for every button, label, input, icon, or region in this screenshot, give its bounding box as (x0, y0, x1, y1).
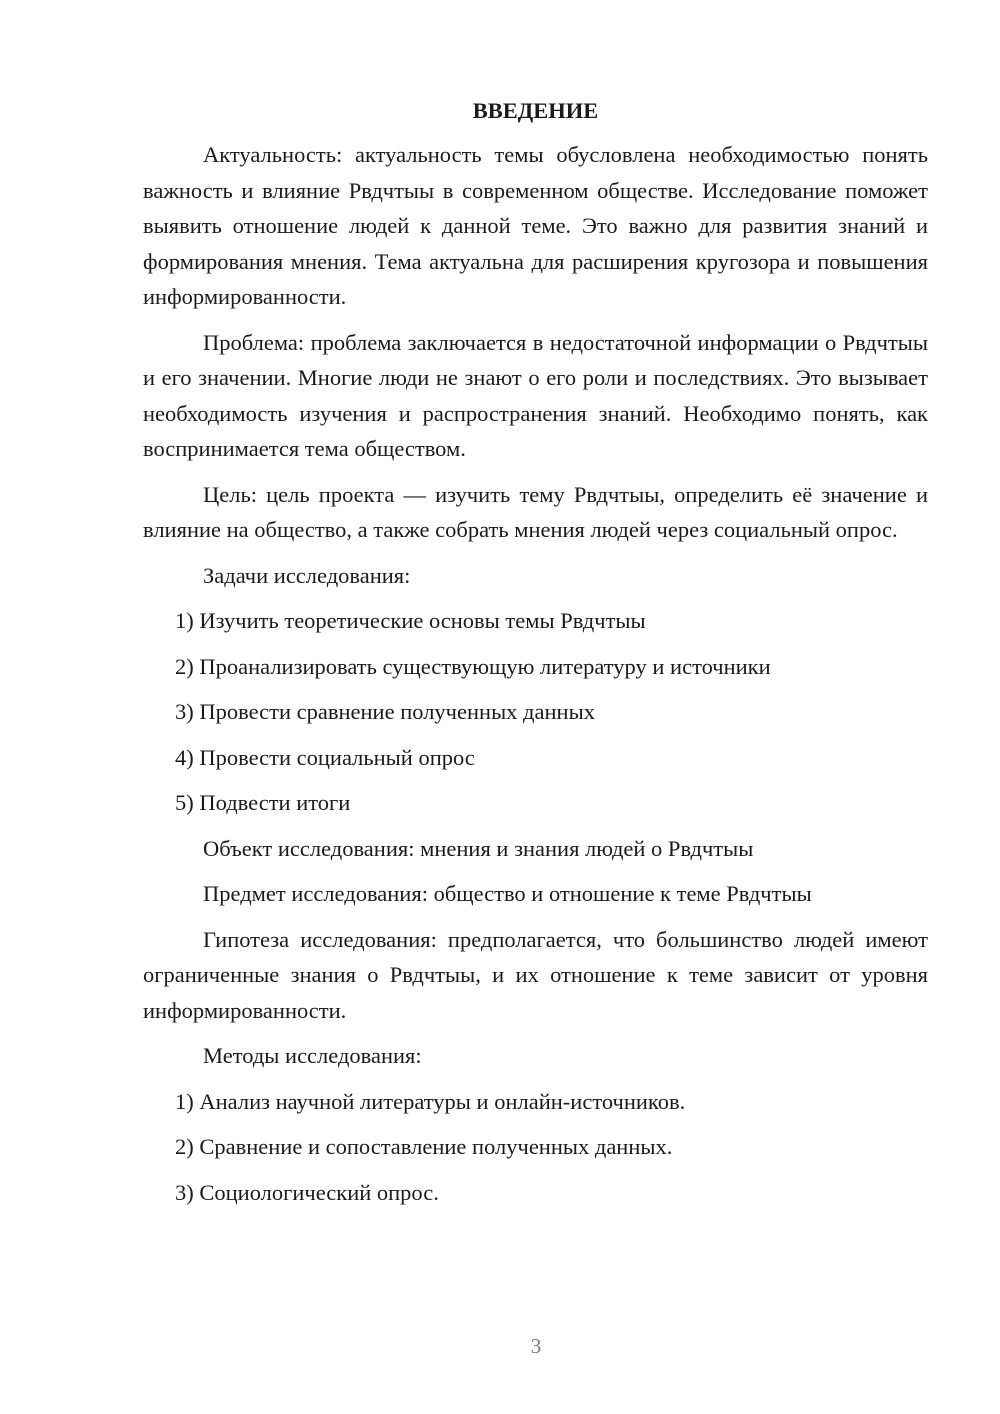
list-item: 4) Провести социальный опрос (175, 744, 475, 770)
methods-list (143, 1084, 928, 1211)
page-content (143, 95, 928, 1220)
section-title: ВВЕДЕНИЕ (472, 98, 599, 123)
research-subject: Предмет исследования: общество и отношение к теме Рвдчтыы (203, 881, 812, 906)
methods-heading: Методы исследования: (203, 1043, 422, 1068)
hypothesis-paragraph: Гипотеза исследования: предполагается, что большинство людей имеют ограниченные знания о Рвдчтыы, и их отношение к теме зависит от уровня информированности. (143, 926, 928, 1023)
tasks-list (143, 603, 928, 821)
list-item: 3) Провести сравнение полученных данных (175, 699, 595, 724)
tasks-heading: Задачи исследования: (203, 562, 411, 588)
list-item: 1) Анализ научной литературы и онлайн-источников. (175, 1088, 686, 1114)
list-item: 3) Социологический опрос. (175, 1179, 439, 1205)
list-item: 2) Проанализировать существующую литературу и источники (175, 653, 771, 679)
list-item: 1) Изучить теоретические основы темы Рвдчтыы (175, 608, 646, 633)
list-item: 2) Сравнение и сопоставление полученных данных. (175, 1134, 673, 1159)
list-item: 5) Подвести итоги (175, 790, 351, 815)
page-number: 3 (530, 1334, 542, 1358)
problem-paragraph: Проблема: проблема заключается в недостаточной информации о Рвдчтыы и его значении. Многие люди не знают о его роли и последствиях. Это вызывает необходимость изучения и распространения знаний. Необходимо понять, как воспринимается тема обществом. (143, 329, 928, 461)
relevance-paragraph: Актуальность: актуальность темы обусловлена необходимостью понять важность и влияние Рвдчтыы в современном обществе. Исследование поможет выявить отношение людей к данной теме. Это важно для развития знаний и формирования мнения. Тема актуальна для расширения кругозора и повышения информированности. (143, 142, 928, 309)
goal-paragraph: Цель: цель проекта — изучить тему Рвдчтыы, определить её значение и влияние на общество, а также собрать мнения людей через социальный опрос. (143, 481, 928, 542)
research-object: Объект исследования: мнения и знания людей о Рвдчтыы (203, 835, 754, 861)
